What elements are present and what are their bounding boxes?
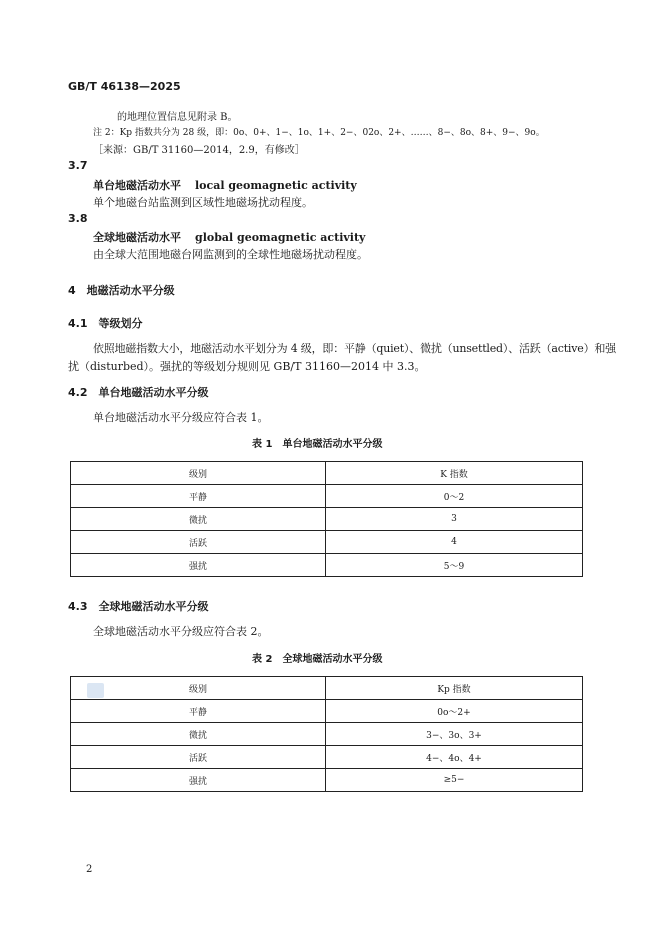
term-3-7-en: local geomagnetic activity xyxy=(195,179,357,192)
table-cell: 强扰 xyxy=(71,769,326,792)
section-4-2-text: 单台地磁活动水平分级应符合表 1。 xyxy=(93,411,269,424)
continued-note-text: 的地理位置信息见附录 B。 xyxy=(117,112,238,123)
section-4-1-paragraph-line2: 扰（disturbed）。强扰的等级划分规则见 GB/T 31160—2014 中 3.3。 xyxy=(68,360,426,373)
section-4-1-heading: 4.1 等级划分 xyxy=(68,317,143,330)
table-cell: 3 xyxy=(326,508,583,531)
table-row xyxy=(71,723,583,746)
standard-number-header: GB/T 46138—2025 xyxy=(68,80,181,93)
table-cell: 0～2 xyxy=(326,485,583,508)
table-cell: 强扰 xyxy=(71,554,326,577)
table-2 xyxy=(70,676,583,792)
term-3-8-zh: 全球地磁活动水平 xyxy=(93,231,181,244)
table-cell: 活跃 xyxy=(71,746,326,769)
page-number: 2 xyxy=(86,864,93,875)
table-row xyxy=(71,746,583,769)
table-header-row xyxy=(71,677,583,700)
table-cell: 4 xyxy=(326,531,583,554)
section-4-3-text: 全球地磁活动水平分级应符合表 2。 xyxy=(93,625,269,638)
table-header-cell: 级别 xyxy=(71,462,326,485)
table-row xyxy=(71,531,583,554)
clause-3-8-number: 3.8 xyxy=(68,212,88,225)
term-3-7-zh: 单台地磁活动水平 xyxy=(93,179,181,192)
clause-3-7-number: 3.7 xyxy=(68,159,88,172)
table-row xyxy=(71,554,583,577)
section-4-1-paragraph-line1: 依照地磁指数大小，地磁活动水平划分为 4 级，即：平静（quiet）、微扰（unsettled）、活跃（active）和强 xyxy=(93,342,616,355)
table-1-caption: 表 1 单台地磁活动水平分级 xyxy=(252,439,383,450)
table-row xyxy=(71,485,583,508)
table-1 xyxy=(70,461,583,577)
table-cell: 微扰 xyxy=(71,508,326,531)
table-header-cell: K 指数 xyxy=(326,462,583,485)
table-cell: 活跃 xyxy=(71,531,326,554)
table-header-row xyxy=(71,462,583,485)
table-cell: 3−、3o、3+ xyxy=(326,723,583,746)
table-row xyxy=(71,769,583,792)
definition-3-7: 单个地磁台站监测到区域性地磁场扰动程度。 xyxy=(93,196,313,209)
table-cell: 0o～2+ xyxy=(326,700,583,723)
table-row xyxy=(71,508,583,531)
term-3-7 xyxy=(93,177,357,193)
term-3-8-en: global geomagnetic activity xyxy=(195,231,366,244)
section-4-2-heading: 4.2 单台地磁活动水平分级 xyxy=(68,386,209,399)
watermark-icon xyxy=(87,683,104,698)
table-row xyxy=(71,700,583,723)
note-2: 注 2：Kp 指数共分为 28 级，即：0o、0+、1−、1o、1+、2−、02o、2+、……、8−、8o、8+、9−、9o。 xyxy=(93,128,545,138)
table-2-caption: 表 2 全球地磁活动水平分级 xyxy=(252,654,383,665)
table-cell: 微扰 xyxy=(71,723,326,746)
term-3-8 xyxy=(93,229,365,245)
table-cell: ≥5− xyxy=(326,769,583,792)
table-header-cell: Kp 指数 xyxy=(326,677,583,700)
table-cell: 平静 xyxy=(71,700,326,723)
table-header-cell: 级别 xyxy=(71,677,326,700)
section-4-3-heading: 4.3 全球地磁活动水平分级 xyxy=(68,600,209,613)
section-4-heading: 4 地磁活动水平分级 xyxy=(68,284,175,297)
table-cell: 5～9 xyxy=(326,554,583,577)
table-cell: 平静 xyxy=(71,485,326,508)
definition-3-8: 由全球大范围地磁台网监测到的全球性地磁场扰动程度。 xyxy=(93,248,368,261)
source-reference: ［来源：GB/T 31160—2014，2.9，有修改］ xyxy=(93,145,305,156)
table-cell: 4−、4o、4+ xyxy=(326,746,583,769)
